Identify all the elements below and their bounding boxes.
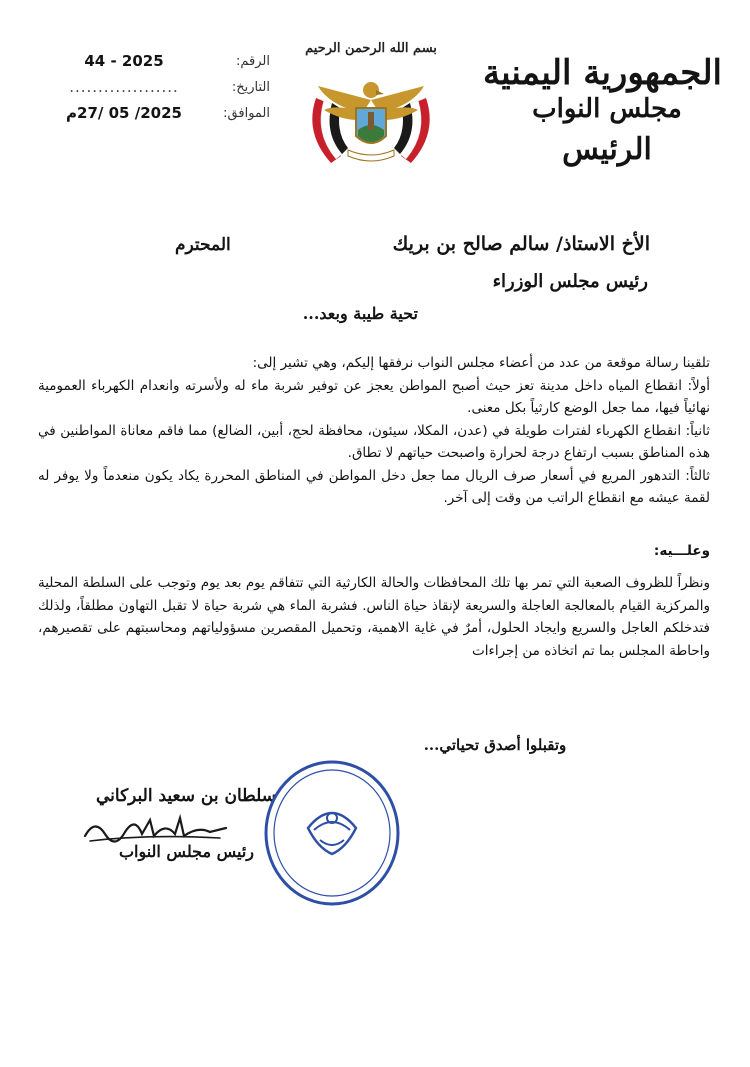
- signer-name: سلطان بن سعيد البركاني: [96, 786, 276, 806]
- closing-salutation: وتقبلوا أصدق تحياتي...: [423, 736, 567, 754]
- ref-number-row: [40, 48, 270, 74]
- date-label: التاريخ:: [231, 79, 270, 95]
- emblem: [296, 38, 446, 178]
- greeting: تحية طيبة وبعد...: [302, 304, 418, 323]
- basmala: بسم الله الرحمن الرحيم: [305, 41, 437, 56]
- president-heading: الرئيس: [562, 132, 652, 167]
- letterhead-logo: [482, 52, 722, 170]
- corresponding-row: [40, 100, 270, 126]
- body-intro: تلقينا رسالة موقعة من عدد من أعضاء مجلس النواب نرفقها إليكم، وهي تشير إلى:: [252, 355, 710, 371]
- addressee-respected: المحترم: [175, 235, 231, 255]
- ref-number-label: الرقم:: [236, 53, 270, 69]
- date-value: ...................: [69, 78, 179, 96]
- body-conclusion: ونظراً للظروف الصعبة التي تمر بها تلك المحافظات والحالة الكارثية التي تتفاقم يوم بعد يوم وتوجب على السلطة المحلية والمركزية القيام بالمعالجة العاجلة والسريعة لإنقاذ حياة الناس. فشربة الماء هي شربة حياة لا تقبل التهاون مطلقاً، ولذلك فتدخلكم العاجل والسريع وايجاد الحلول، أمرٌ في غاية الاهمية، وتحميل المقصرين مسؤولياتهم ومحاسبتهم على تقصيرهم، واحاطة المجلس بما تم اتخاذه من إجراءات: [38, 575, 710, 659]
- signer-title: رئيس مجلس النواب: [118, 842, 254, 861]
- republic-name: الجمهورية اليمنية: [482, 53, 722, 93]
- body-item-third: ثالثاً: التدهور المريع في أسعار صرف الريال مما جعل دخل المواطن في المناطق المحررة يكاد يكون منعدماً ولا يوفر له لقمة عيشه مع انقطاع الراتب من وقت إلى آخر.: [38, 467, 710, 506]
- council-name: مجلس النواب: [532, 94, 682, 124]
- body-item-first: أولاً: انقطاع المياه داخل مدينة تعز حيث أصبح المواطن يعجز عن توفير شربة ماء له ولأسرته وانعدام الكهرباء العمومية نهائياً فيها، مما جعل الوضع كارثياً بكل معنى.: [38, 377, 710, 416]
- spacer: [38, 562, 710, 572]
- yemen-eagle-emblem-icon: [296, 38, 446, 178]
- stamp-seal-icon: [262, 758, 402, 908]
- body-therefore: وعلـــيه:: [653, 542, 710, 559]
- spacer: [38, 510, 710, 540]
- ref-number-value: 44 - 2025: [84, 52, 164, 70]
- addressee-title: رئيس مجلس الوزراء: [492, 271, 648, 292]
- letter-body: [38, 352, 710, 662]
- body-item-second: ثانياً: انقطاع الكهرباء لفترات طويلة في (عدن، المكلا، سيئون، محافظة لحج، أبين، الضالع) مما فاقم معاناة المواطنين في هذه المناطق بسبب ارتفاع درجة لحرارة واصبحت حياتهم لا تطاق.: [38, 422, 710, 461]
- corresponding-value: 2025/ 05 /27م: [66, 104, 182, 122]
- corresponding-label: الموافق:: [223, 105, 270, 121]
- reference-meta: [40, 48, 270, 126]
- official-stamp: [262, 758, 402, 908]
- date-row: [40, 74, 270, 100]
- addressee-name: الأخ الاستاذ/ سالم صالح بن بريك: [392, 233, 650, 255]
